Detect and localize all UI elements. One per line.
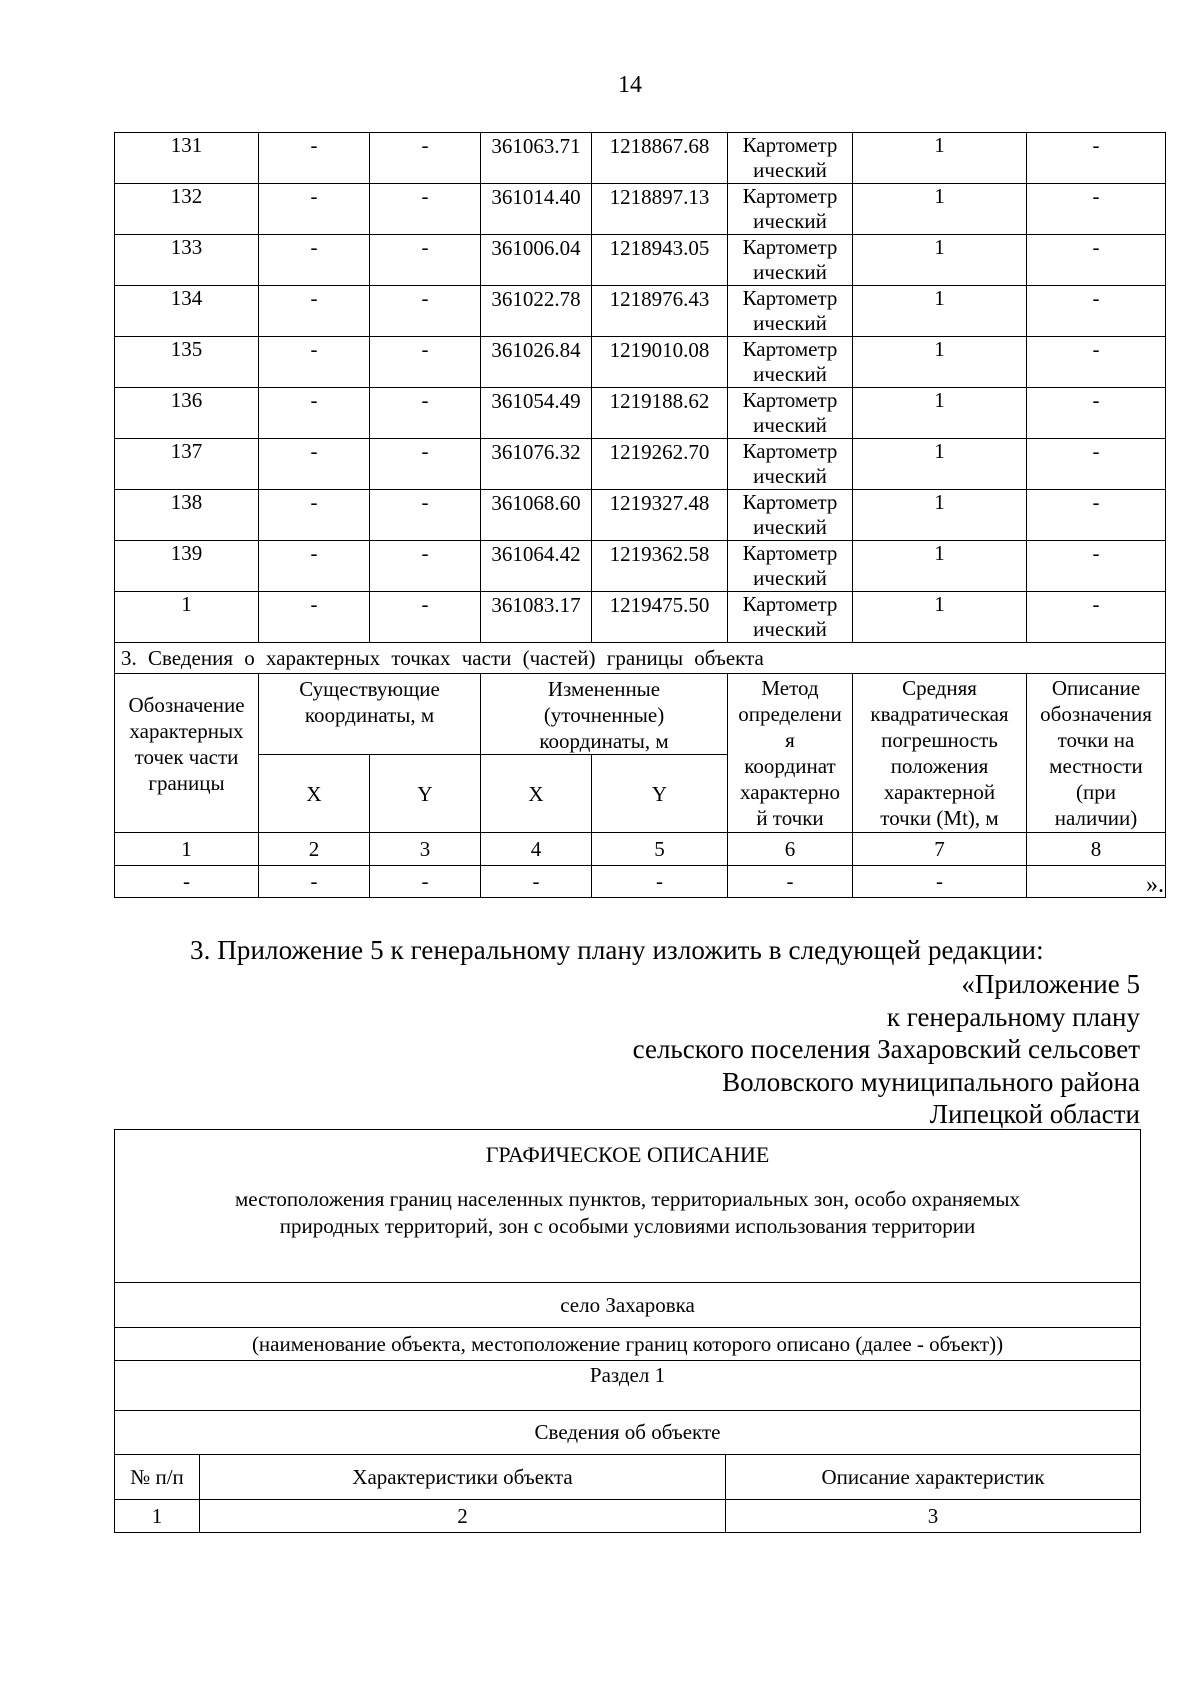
changed-y-cell: 1218897.13 bbox=[592, 184, 728, 235]
header-existing-x: X bbox=[259, 755, 370, 833]
existing-x-cell: - bbox=[259, 541, 370, 592]
accuracy-cell: 1 bbox=[853, 337, 1027, 388]
method-line: Картометр bbox=[742, 388, 838, 412]
method-line: ический bbox=[753, 515, 827, 539]
changed-y-cell: 1219188.62 bbox=[592, 388, 728, 439]
existing-x-cell: - bbox=[259, 439, 370, 490]
header-line: характерных bbox=[129, 719, 244, 743]
accuracy-cell: 1 bbox=[853, 388, 1027, 439]
graphic-title-cell bbox=[115, 1130, 1141, 1283]
point-id-cell: 134 bbox=[115, 286, 259, 337]
accuracy-cell: 1 bbox=[853, 184, 1027, 235]
changed-x-cell: 361083.17 bbox=[481, 592, 592, 643]
appendix-line: к генеральному плану bbox=[886, 1001, 1140, 1032]
method-line: ический bbox=[753, 617, 827, 641]
changed-x-cell: 361014.40 bbox=[481, 184, 592, 235]
object-name: село Захаровка bbox=[115, 1283, 1141, 1328]
method-line: Картометр bbox=[742, 490, 838, 514]
description-cell: - bbox=[1027, 439, 1166, 490]
method-line: Картометр bbox=[742, 337, 838, 361]
method-line: ический bbox=[753, 260, 827, 284]
header-line: Средняя bbox=[902, 676, 977, 700]
method-cell bbox=[728, 286, 853, 337]
accuracy-cell: 1 bbox=[853, 592, 1027, 643]
accuracy-cell: 1 bbox=[853, 286, 1027, 337]
header-line: местности bbox=[1049, 754, 1143, 778]
point-id-cell: 139 bbox=[115, 541, 259, 592]
point-id-cell: 132 bbox=[115, 184, 259, 235]
method-cell bbox=[728, 337, 853, 388]
header-designation bbox=[115, 674, 259, 833]
changed-y-cell: 1219475.50 bbox=[592, 592, 728, 643]
header-line: Обозначение bbox=[128, 693, 245, 717]
method-line: Картометр bbox=[742, 592, 838, 616]
table-row bbox=[115, 388, 1166, 439]
header-line: точки (Mt), м bbox=[880, 806, 999, 830]
changed-x-cell: 361026.84 bbox=[481, 337, 592, 388]
appendix-line: «Приложение 5 bbox=[961, 969, 1140, 999]
column-number: 3 bbox=[726, 1500, 1141, 1533]
changed-x-cell: 361076.32 bbox=[481, 439, 592, 490]
section-label: Раздел 1 bbox=[115, 1361, 1141, 1411]
graphic-subtitle-line: местоположения границ населенных пунктов, территориальных зон, особо охраняемых bbox=[234, 1187, 1021, 1211]
column-number: 5 bbox=[592, 833, 728, 866]
existing-y-cell: - bbox=[370, 439, 481, 490]
changed-x-cell: 361006.04 bbox=[481, 235, 592, 286]
header-existing-y: Y bbox=[370, 755, 481, 833]
method-line: Картометр bbox=[742, 439, 838, 463]
table-row bbox=[115, 490, 1166, 541]
header-line: характерно bbox=[739, 780, 841, 804]
column-number: 8 bbox=[1027, 833, 1166, 866]
accuracy-cell: 1 bbox=[853, 133, 1027, 184]
table-row bbox=[115, 592, 1166, 643]
point-id-cell: 1 bbox=[115, 592, 259, 643]
graphic-title: ГРАФИЧЕСКОЕ ОПИСАНИЕ bbox=[485, 1142, 770, 1167]
header-line: обозначения bbox=[1040, 702, 1152, 726]
existing-y-cell: - bbox=[370, 133, 481, 184]
existing-y-cell: - bbox=[370, 286, 481, 337]
changed-y-cell: 1218867.68 bbox=[592, 133, 728, 184]
object-name-caption: (наименование объекта, местоположение границ которого описано (далее - объект)) bbox=[115, 1328, 1141, 1361]
existing-x-cell: - bbox=[259, 286, 370, 337]
accuracy-cell: 1 bbox=[853, 235, 1027, 286]
table-row bbox=[115, 541, 1166, 592]
column-number: 6 bbox=[728, 833, 853, 866]
existing-x-cell: - bbox=[259, 337, 370, 388]
column-numbers-row bbox=[115, 833, 1166, 866]
method-cell bbox=[728, 235, 853, 286]
changed-x-cell: 361063.71 bbox=[481, 133, 592, 184]
table-cell: - bbox=[370, 866, 481, 898]
table-cell: - bbox=[592, 866, 728, 898]
method-cell bbox=[728, 592, 853, 643]
description-cell: - bbox=[1027, 541, 1166, 592]
method-cell bbox=[728, 184, 853, 235]
existing-y-cell: - bbox=[370, 490, 481, 541]
existing-x-cell: - bbox=[259, 133, 370, 184]
header-line: положения bbox=[890, 754, 989, 778]
existing-y-cell: - bbox=[370, 592, 481, 643]
column-number: 2 bbox=[200, 1500, 726, 1533]
existing-y-cell: - bbox=[370, 235, 481, 286]
method-line: Картометр bbox=[742, 286, 838, 310]
method-cell bbox=[728, 541, 853, 592]
existing-x-cell: - bbox=[259, 388, 370, 439]
empty-data-row bbox=[115, 866, 1166, 898]
description-cell: - bbox=[1027, 337, 1166, 388]
header-line: (при bbox=[1076, 780, 1116, 804]
column-number: 4 bbox=[481, 833, 592, 866]
header-line: характерной bbox=[883, 780, 996, 804]
changed-y-cell: 1219010.08 bbox=[592, 337, 728, 388]
header-line: координаты, м bbox=[539, 729, 669, 753]
point-id-cell: 138 bbox=[115, 490, 259, 541]
header-line: (уточненные) bbox=[543, 703, 665, 727]
table-cell: - bbox=[481, 866, 592, 898]
method-line: Картометр bbox=[742, 235, 838, 259]
changed-x-cell: 361022.78 bbox=[481, 286, 592, 337]
table-cell bbox=[1027, 866, 1166, 898]
description-cell: - bbox=[1027, 490, 1166, 541]
header-line: границы bbox=[148, 771, 225, 795]
section3-title: 3. Сведения о характерных точках части (частей) границы объекта bbox=[115, 643, 1166, 674]
description-cell: - bbox=[1027, 286, 1166, 337]
point-id-cell: 137 bbox=[115, 439, 259, 490]
graphic-subtitle-line: природных территорий, зон с особыми условиями использования территории bbox=[279, 1214, 976, 1238]
amendment-paragraph: 3. Приложение 5 к генеральному плану изложить в следующей редакции: bbox=[190, 935, 1044, 965]
changed-y-cell: 1219362.58 bbox=[592, 541, 728, 592]
header-line: точек части bbox=[134, 745, 239, 769]
description-cell: - bbox=[1027, 235, 1166, 286]
appendix-header bbox=[633, 968, 1140, 1131]
table-row bbox=[115, 337, 1166, 388]
graphic-description-table bbox=[114, 1129, 1141, 1533]
existing-y-cell: - bbox=[370, 541, 481, 592]
method-line: ический bbox=[753, 311, 827, 335]
method-line: ический bbox=[753, 464, 827, 488]
column-number: 2 bbox=[259, 833, 370, 866]
existing-y-cell: - bbox=[370, 388, 481, 439]
accuracy-cell: 1 bbox=[853, 490, 1027, 541]
header-description bbox=[1027, 674, 1166, 833]
header-changed-coords bbox=[481, 674, 728, 755]
existing-y-cell: - bbox=[370, 337, 481, 388]
appendix-line: Воловского муниципального района bbox=[722, 1066, 1140, 1097]
header-line: я bbox=[785, 728, 795, 752]
accuracy-cell: 1 bbox=[853, 439, 1027, 490]
method-cell bbox=[728, 388, 853, 439]
header-line: Метод bbox=[761, 676, 819, 700]
table-row bbox=[115, 439, 1166, 490]
method-line: ический bbox=[753, 413, 827, 437]
changed-y-cell: 1219327.48 bbox=[592, 490, 728, 541]
header-changed-x: X bbox=[481, 755, 592, 833]
header-line: наличии) bbox=[1054, 806, 1138, 830]
table-cell: - bbox=[115, 866, 259, 898]
method-line: ический bbox=[753, 566, 827, 590]
existing-x-cell: - bbox=[259, 490, 370, 541]
closing-quote: ». bbox=[1146, 872, 1164, 898]
column-number: 7 bbox=[853, 833, 1027, 866]
table-row bbox=[115, 235, 1166, 286]
table-row bbox=[115, 184, 1166, 235]
changed-x-cell: 361054.49 bbox=[481, 388, 592, 439]
method-cell bbox=[728, 439, 853, 490]
changed-y-cell: 1218976.43 bbox=[592, 286, 728, 337]
point-id-cell: 136 bbox=[115, 388, 259, 439]
column-number: 1 bbox=[115, 833, 259, 866]
header-method bbox=[728, 674, 853, 833]
changed-y-cell: 1218943.05 bbox=[592, 235, 728, 286]
header-line: Существующие bbox=[299, 677, 440, 701]
existing-y-cell: - bbox=[370, 184, 481, 235]
header-accuracy bbox=[853, 674, 1027, 833]
point-id-cell: 131 bbox=[115, 133, 259, 184]
changed-y-cell: 1219262.70 bbox=[592, 439, 728, 490]
appendix-line: Липецкой области bbox=[929, 1099, 1140, 1129]
description-cell: - bbox=[1027, 133, 1166, 184]
header-line: координат bbox=[744, 754, 836, 778]
section-title: Сведения об объекте bbox=[115, 1411, 1141, 1455]
col-header-number: № п/п bbox=[115, 1455, 200, 1500]
header-line: погрешность bbox=[881, 728, 998, 752]
method-line: ический bbox=[753, 362, 827, 386]
method-cell bbox=[728, 490, 853, 541]
method-line: Картометр bbox=[742, 541, 838, 565]
col-header-characteristics: Характеристики объекта bbox=[200, 1455, 726, 1500]
table-cell: - bbox=[853, 866, 1027, 898]
description-cell: - bbox=[1027, 592, 1166, 643]
header-line: й точки bbox=[756, 806, 824, 830]
changed-x-cell: 361068.60 bbox=[481, 490, 592, 541]
header-line: определени bbox=[738, 702, 842, 726]
header-line: Измененные bbox=[547, 677, 661, 701]
header-changed-y: Y bbox=[592, 755, 728, 833]
description-cell: - bbox=[1027, 388, 1166, 439]
point-id-cell: 133 bbox=[115, 235, 259, 286]
method-line: Картометр bbox=[742, 133, 838, 157]
header-line: координаты, м bbox=[304, 703, 435, 727]
existing-x-cell: - bbox=[259, 592, 370, 643]
point-id-cell: 135 bbox=[115, 337, 259, 388]
existing-x-cell: - bbox=[259, 235, 370, 286]
header-line: квадратическая bbox=[870, 702, 1009, 726]
appendix-line: сельского поселения Захаровский сельсовет bbox=[632, 1034, 1140, 1064]
existing-x-cell: - bbox=[259, 184, 370, 235]
method-line: ический bbox=[753, 158, 827, 182]
page-number: 14 bbox=[618, 72, 642, 98]
column-number: 3 bbox=[370, 833, 481, 866]
col-header-description: Описание характеристик bbox=[726, 1455, 1141, 1500]
header-line: точки на bbox=[1057, 728, 1135, 752]
table-cell: - bbox=[728, 866, 853, 898]
table-cell: - bbox=[259, 866, 370, 898]
method-cell bbox=[728, 133, 853, 184]
column-number: 1 bbox=[115, 1500, 200, 1533]
header-existing-coords bbox=[259, 674, 481, 755]
changed-x-cell: 361064.42 bbox=[481, 541, 592, 592]
coordinates-table bbox=[114, 132, 1166, 898]
accuracy-cell: 1 bbox=[853, 541, 1027, 592]
header-line: Описание bbox=[1051, 676, 1141, 700]
table-row bbox=[115, 286, 1166, 337]
method-line: Картометр bbox=[742, 184, 838, 208]
description-cell: - bbox=[1027, 184, 1166, 235]
table-row bbox=[115, 133, 1166, 184]
method-line: ический bbox=[753, 209, 827, 233]
